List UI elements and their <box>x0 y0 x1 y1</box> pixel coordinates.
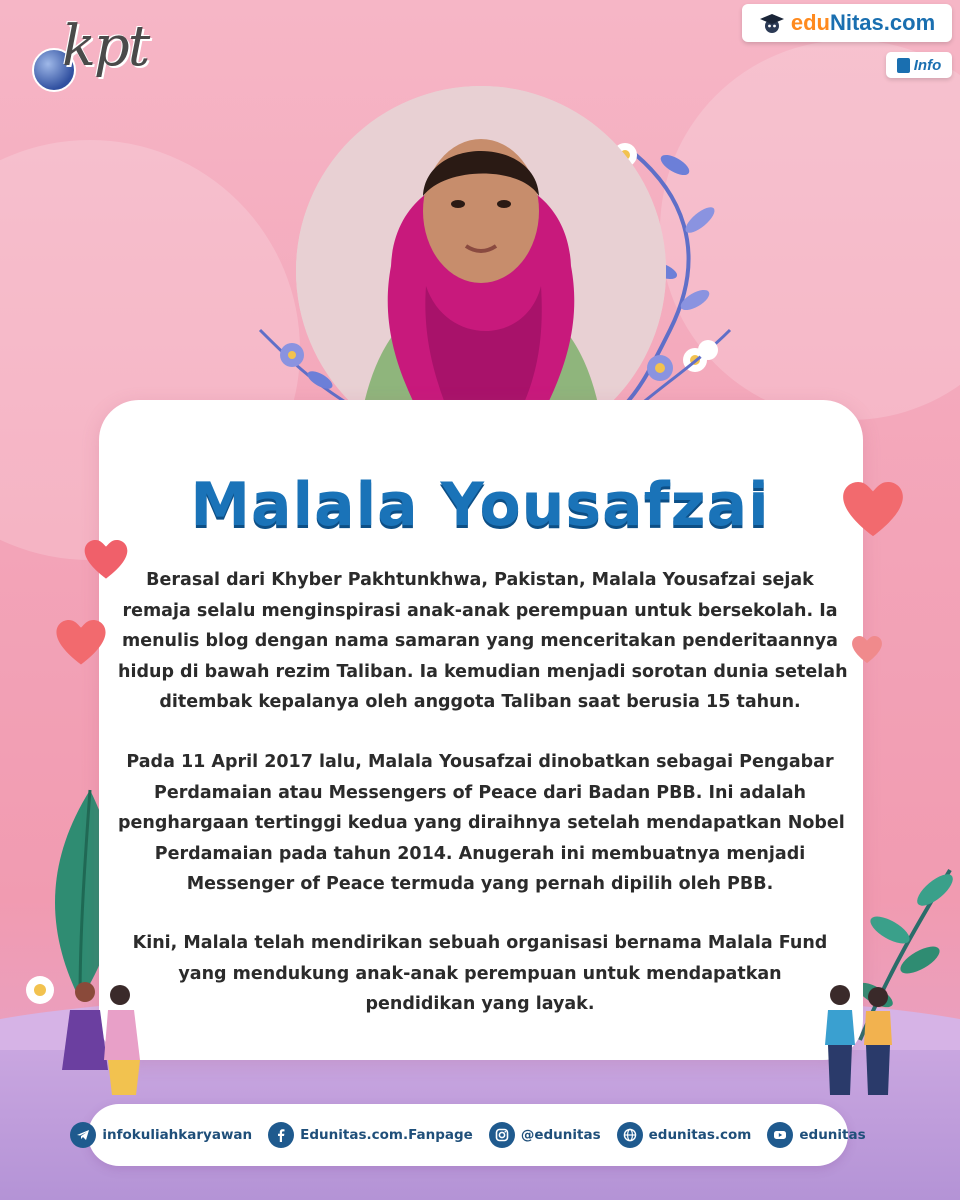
brand-name-part2: Nitas.com <box>829 10 936 35</box>
kpt-logo <box>26 10 149 102</box>
paragraph-line: yang mendukung anak-anak perempuan untuk mendapatkan <box>178 963 782 984</box>
info-badge-label: Info <box>913 56 942 74</box>
paragraph-line: Perdamaian pada tahun 2014. Anugerah ini membuatnya menjadi <box>154 843 806 864</box>
social-youtube[interactable] <box>767 1122 865 1148</box>
instagram-icon <box>489 1122 515 1148</box>
paragraph-line: Kini, Malala telah mendirikan sebuah organisasi bernama Malala Fund <box>132 933 828 953</box>
heart-icon <box>842 482 904 538</box>
telegram-icon <box>70 1122 96 1148</box>
document-icon <box>897 58 910 73</box>
social-label: edunitas.com <box>648 1127 752 1143</box>
paragraph-1 <box>118 565 848 718</box>
paragraph-line: ditembak kepalanya oleh anggota Taliban saat berusia 15 tahun. <box>159 692 801 712</box>
paragraph-line: menulis blog dengan nama samaran yang menceritakan penderitaannya <box>122 631 838 651</box>
social-label: infokuliahkaryawan <box>102 1127 253 1143</box>
paragraph-line: Berasal dari Khyber Pakhtunkhwa, Pakistan, Malala Yousafzai sejak <box>146 570 814 590</box>
facebook-icon <box>268 1122 294 1148</box>
social-telegram[interactable] <box>70 1122 252 1148</box>
youtube-icon <box>767 1122 793 1148</box>
paragraph-line: Perdamaian atau Messengers of Peace dari Badan PBB. Ini adalah <box>154 782 806 803</box>
paragraph-3 <box>118 928 842 1020</box>
brand-name-part1: edu <box>790 10 830 35</box>
info-badge <box>886 52 952 78</box>
social-label: @edunitas <box>520 1127 601 1143</box>
social-label: edunitas <box>799 1127 866 1143</box>
edunitas-logo <box>742 4 952 42</box>
heart-icon <box>84 540 128 580</box>
social-label: Edunitas.com.Fanpage <box>300 1127 473 1143</box>
graduation-cap-icon <box>759 12 785 34</box>
girls-illustration-left <box>10 970 170 1100</box>
social-bar <box>88 1104 866 1166</box>
paragraph-line: Messenger of Peace termuda yang pernah dipilih oleh PBB. <box>186 874 774 894</box>
heart-icon <box>852 636 882 664</box>
page-title: Malala Yousafzai <box>190 470 770 540</box>
girls-illustration-right <box>800 975 910 1100</box>
paragraph-line: penghargaan tertinggi kedua yang diraihnya setelah mendapatkan Nobel <box>118 813 845 833</box>
heart-icon <box>56 620 106 666</box>
paragraph-line: hidup di bawah rezim Taliban. Ia kemudian menjadi sorotan dunia setelah <box>118 661 848 682</box>
paragraph-line: Pada 11 April 2017 lalu, Malala Yousafzai dinobatkan sebagai Pengabar <box>126 752 834 772</box>
paragraph-line: remaja selalu menginspirasi anak-anak perempuan untuk bersekolah. Ia <box>122 600 838 621</box>
social-instagram[interactable] <box>489 1122 601 1148</box>
paragraph-line: pendidikan yang layak. <box>365 994 595 1014</box>
globe-icon <box>617 1122 643 1148</box>
social-website[interactable] <box>617 1122 752 1148</box>
kpt-logo-text: kpt <box>62 14 149 79</box>
social-facebook[interactable] <box>268 1122 473 1148</box>
paragraph-2 <box>118 747 845 900</box>
